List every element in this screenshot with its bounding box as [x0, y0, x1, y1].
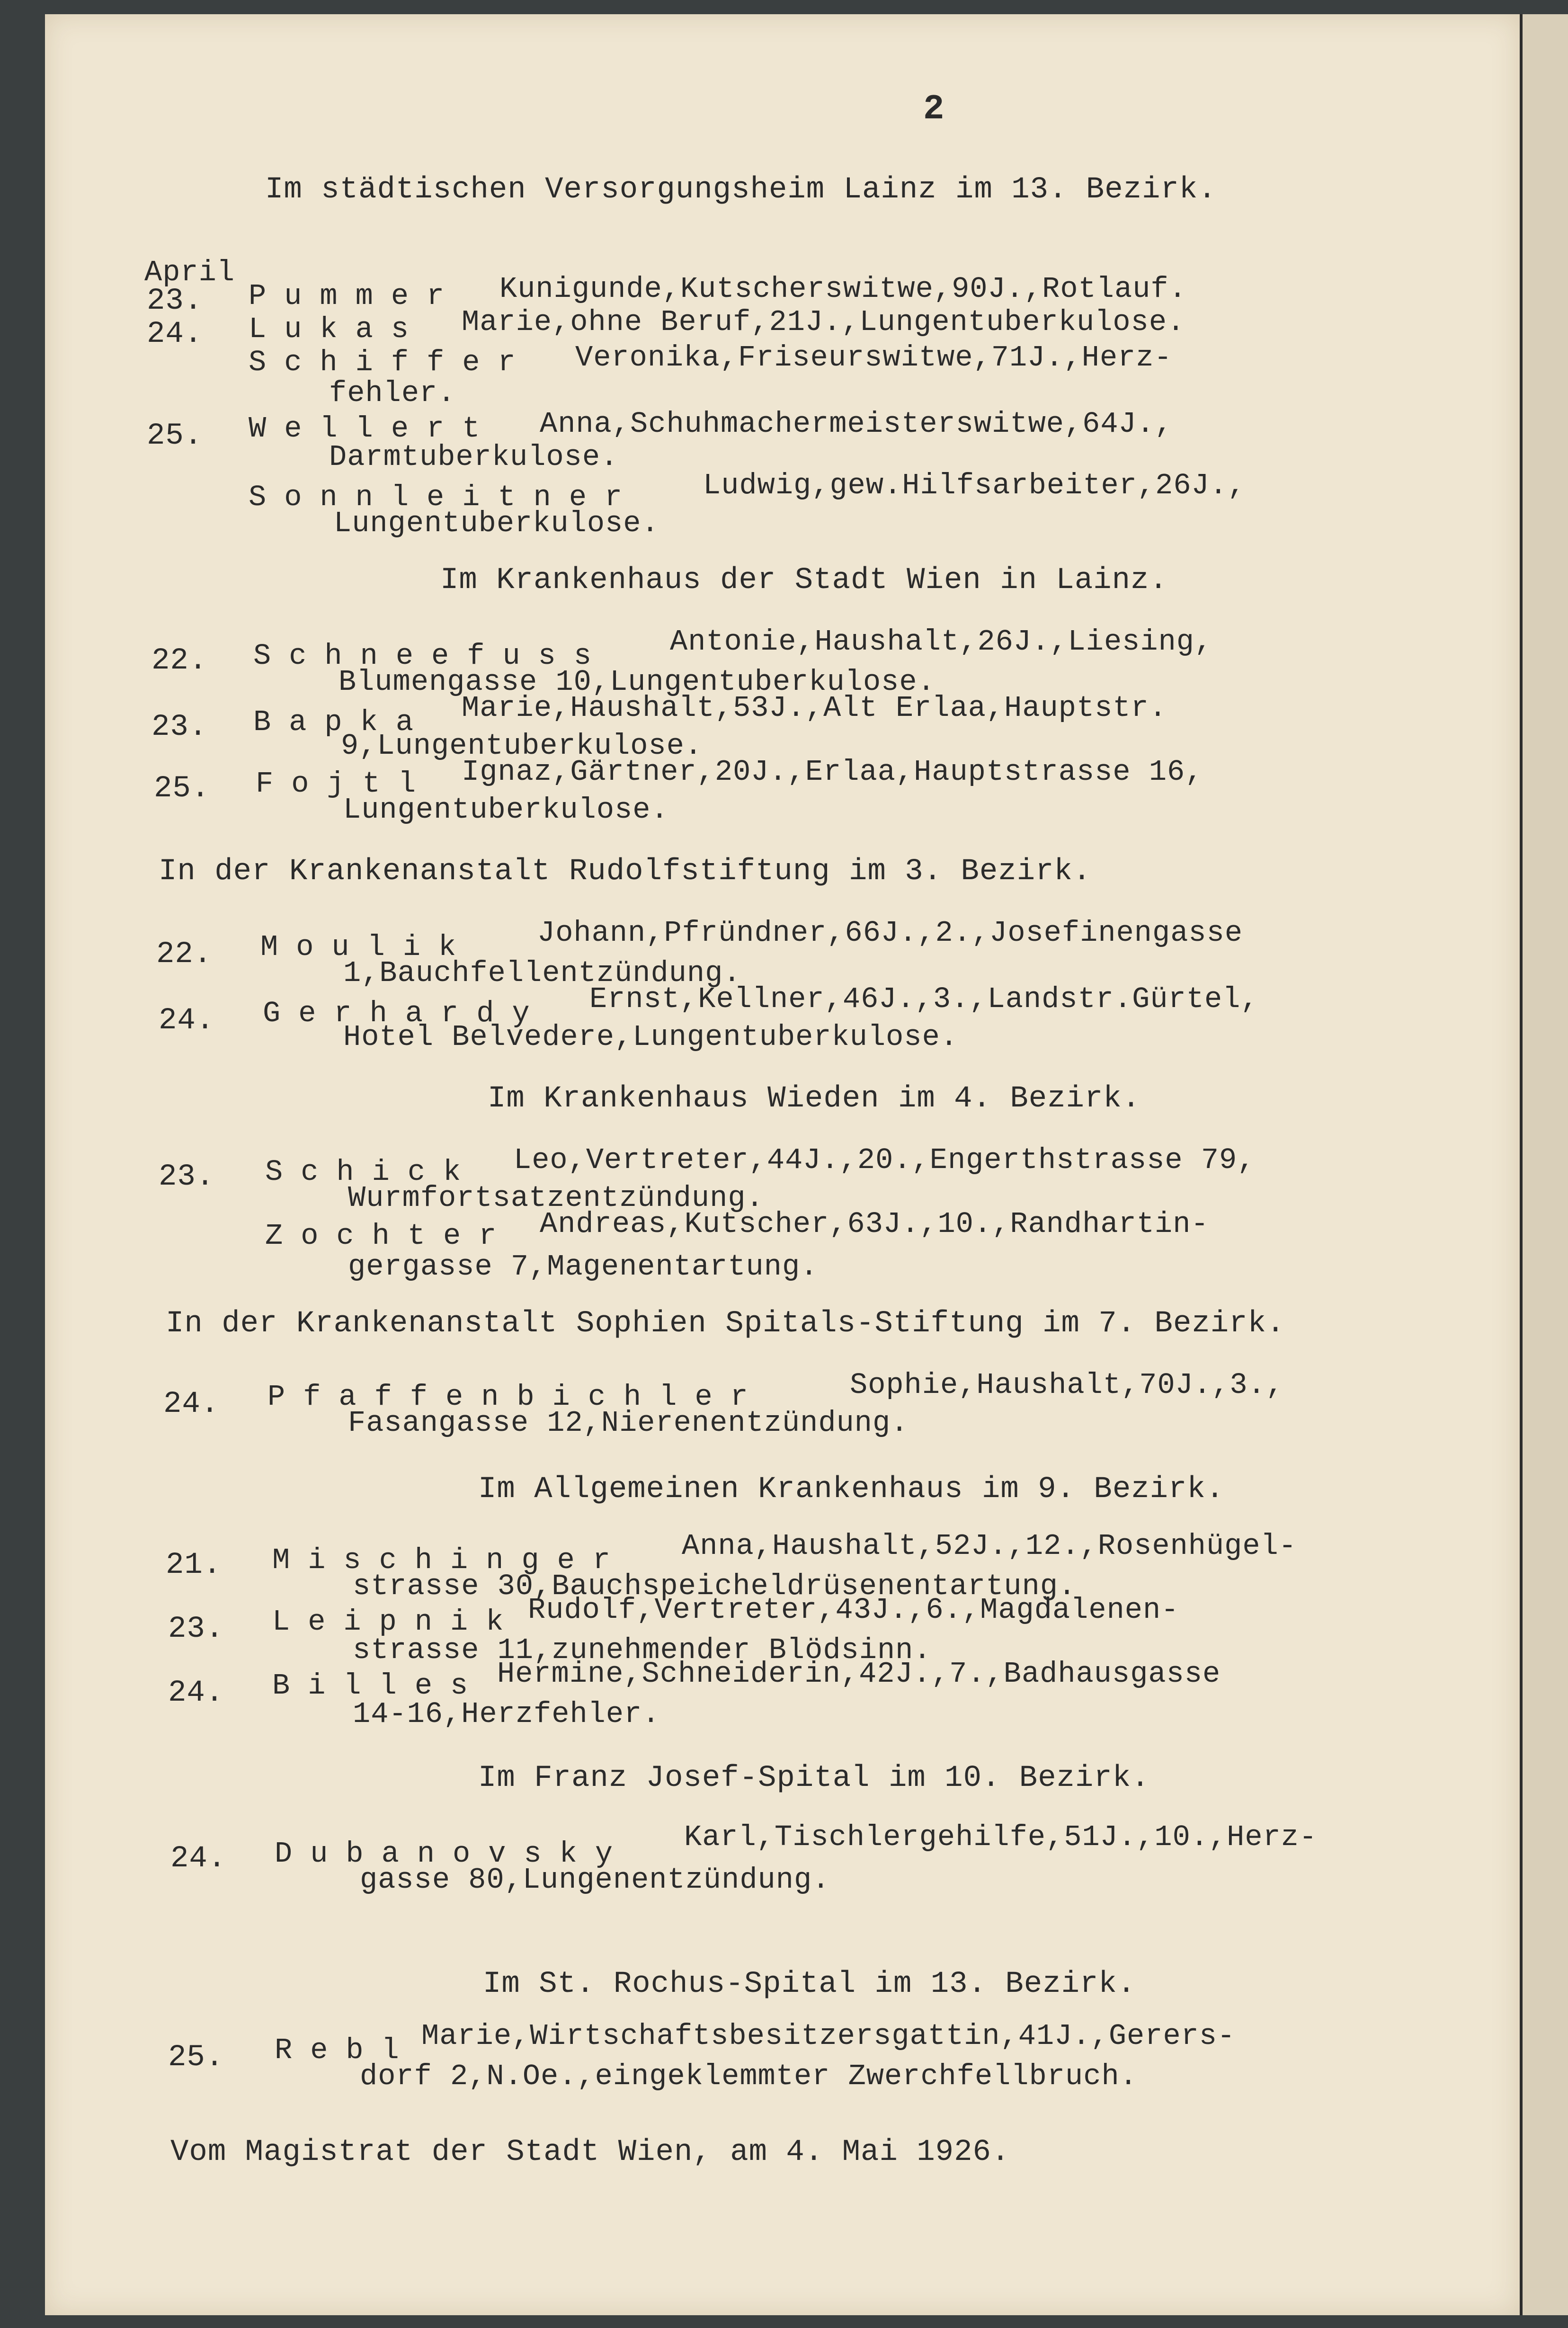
adjacent-page-edge [1520, 14, 1568, 2315]
entry-day: 22. [151, 644, 208, 678]
entry-line: Leo,Vertreter,44J.,20.,Engerthstrasse 79, [514, 1143, 1256, 1177]
footer-signature-line: Vom Magistrat der Stadt Wien, am 4. Mai 1926. [170, 2135, 1010, 2169]
entry-day: 23. [168, 1612, 224, 1646]
section-heading: Im Franz Josef-Spital im 10. Bezirk. [478, 1761, 1150, 1795]
entry-line: Blumengasse 10,Lungentuberkulose. [339, 665, 935, 699]
entry-day: 22. [156, 937, 213, 972]
entry-line: Anna,Schuhmachermeisterswitwe,64J., [540, 407, 1173, 441]
entry-line: strasse 11,zunehmender Blödsinn. [353, 1633, 932, 1667]
section-heading: In der Krankenanstalt Sophien Spitals-Stiftung im 7. Bezirk. [166, 1307, 1285, 1341]
entry-day: 23. [151, 710, 208, 744]
entry-name: Zochter [265, 1219, 515, 1253]
section-heading: Im Krankenhaus der Stadt Wien in Lainz. [440, 563, 1168, 598]
entry-day: 24. [170, 1842, 227, 1876]
page-number: 2 [923, 89, 945, 129]
entry-name: Billes [272, 1669, 486, 1703]
entry-name: Pfaffenbichler [267, 1380, 766, 1414]
entry-line: Kunigunde,Kutscherswitwe,90J.,Rotlauf. [499, 272, 1187, 306]
entry-line: Veronika,Friseurswitwe,71J.,Herz- [575, 341, 1172, 375]
entry-line: Darmtuberkulose. [329, 440, 619, 474]
entry-day: 24. [159, 1004, 215, 1038]
section-heading: Im Krankenhaus Wieden im 4. Bezirk. [488, 1082, 1141, 1116]
entry-line: Lungentuberkulose. [343, 793, 669, 827]
entry-name: Dubanovsky [275, 1837, 631, 1871]
entry-name: Schiffer [249, 346, 534, 379]
section-heading: Im Allgemeinen Krankenhaus im 9. Bezirk. [478, 1472, 1225, 1507]
entry-line: gergasse 7,Magenentartung. [348, 1250, 819, 1284]
entry-line: strasse 30,Bauchspeicheldrüsenentartung. [353, 1570, 1077, 1603]
entry-day: 24. [147, 317, 203, 351]
entry-name: Bapka [253, 705, 432, 739]
entry-line: Antonie,Haushalt,26J.,Liesing, [670, 625, 1213, 659]
entry-name: Lukas [249, 312, 427, 346]
entry-line: Marie,ohne Beruf,21J.,Lungentuberkulose. [462, 305, 1185, 339]
entry-line: 14-16,Herzfehler. [353, 1697, 660, 1731]
entry-name: Moulik [260, 930, 474, 964]
entry-name: Mischinger [272, 1543, 629, 1577]
entry-line: Anna,Haushalt,52J.,12.,Rosenhügel- [682, 1529, 1297, 1563]
section-heading: In der Krankenanstalt Rudolfstiftung im 3. Bezirk. [159, 855, 1092, 889]
entry-name: Rebl [275, 2034, 417, 2067]
entry-name: Sonnleitner [249, 481, 641, 514]
section-heading: Im St. Rochus-Spital im 13. Bezirk. [483, 1967, 1136, 2001]
entry-line: Sophie,Haushalt,70J.,3., [850, 1368, 1284, 1402]
entry-line: Fasangasse 12,Nierenentzündung. [348, 1406, 909, 1440]
entry-day: 21. [166, 1548, 222, 1582]
entry-line: Wurmfortsatzentzündung. [348, 1181, 764, 1215]
entry-line: Marie,Wirtschaftsbesitzersgattin,41J.,Gerers- [421, 2019, 1236, 2053]
entry-line: Johann,Pfründner,66J.,2.,Josefinengasse [537, 916, 1243, 950]
entry-name: Wellert [249, 412, 498, 446]
entry-line: 9,Lungentuberkulose. [341, 729, 703, 763]
entry-name: Gerhardy [263, 997, 548, 1030]
entry-name: Fojtl [256, 767, 434, 801]
entry-line: Andreas,Kutscher,63J.,10.,Randhartin- [540, 1207, 1209, 1241]
entry-line: Marie,Haushalt,53J.,Alt Erlaa,Hauptstr. [462, 691, 1167, 725]
entry-day: 23. [159, 1160, 215, 1194]
entry-line: Ernst,Kellner,46J.,3.,Landstr.Gürtel, [589, 982, 1259, 1016]
entry-name: Leipnik [272, 1605, 522, 1639]
entry-line: Lungentuberkulose. [334, 507, 659, 540]
entry-day: 25. [147, 419, 203, 453]
entry-line: Hermine,Schneiderin,42J.,7.,Badhausgasse [497, 1657, 1221, 1691]
entry-line: Rudolf,Vertreter,43J.,6.,Magdalenen- [528, 1593, 1179, 1627]
section-heading: Im städtischen Versorgungsheim Lainz im 13. Bezirk. [265, 173, 1217, 207]
entry-day: 23. [147, 284, 203, 318]
entry-line: Hotel Belvedere,Lungentuberkulose. [343, 1020, 959, 1054]
entry-name: Schick [265, 1155, 479, 1189]
entry-line: 1,Bauchfellentzündung. [343, 956, 741, 990]
entry-day: 25. [154, 772, 210, 806]
entry-day: 24. [163, 1387, 220, 1421]
entry-day: 24. [168, 1676, 224, 1710]
month-label: April [144, 256, 235, 289]
entry-day: 25. [168, 2041, 224, 2075]
entry-line: Ignaz,Gärtner,20J.,Erlaa,Hauptstrasse 16, [462, 755, 1203, 789]
entry-line: Ludwig,gew.Hilfsarbeiter,26J., [703, 469, 1246, 502]
document-page [45, 14, 1520, 2315]
entry-line: gasse 80,Lungenentzündung. [360, 1863, 830, 1897]
entry-name: Pummer [249, 279, 463, 313]
entry-line: fehler. [329, 376, 456, 410]
entry-line: dorf 2,N.Oe.,eingeklemmter Zwerchfellbruch. [360, 2060, 1138, 2093]
entry-name: Schneefuss [253, 639, 610, 673]
entry-line: Karl,Tischlergehilfe,51J.,10.,Herz- [684, 1820, 1318, 1854]
